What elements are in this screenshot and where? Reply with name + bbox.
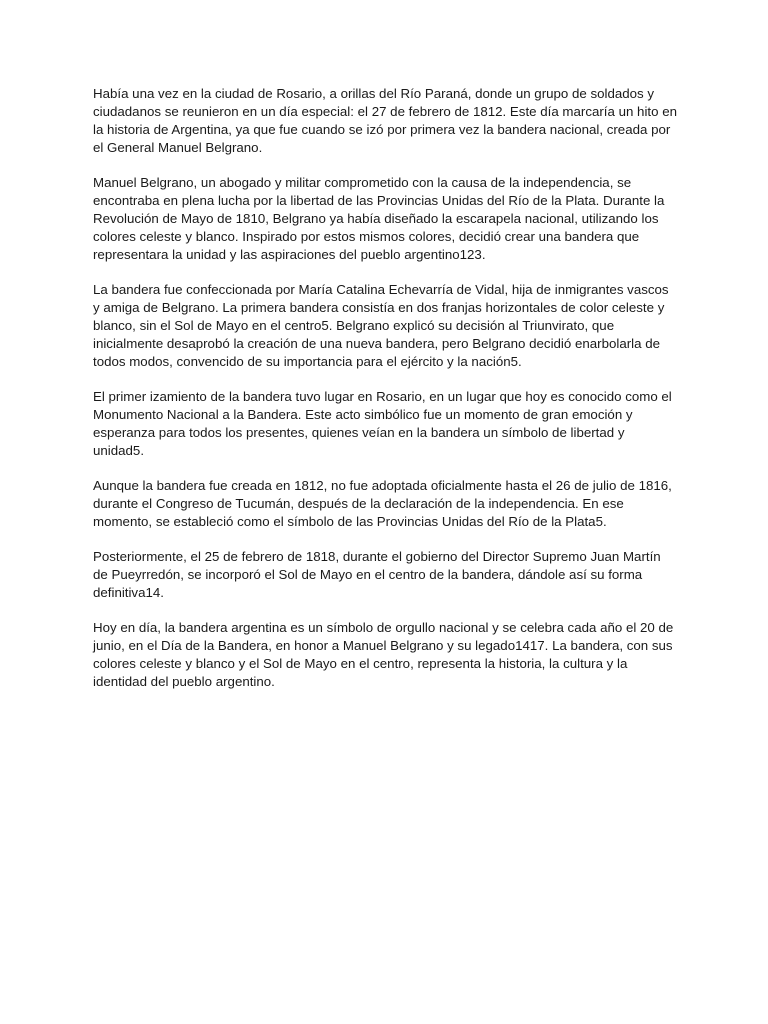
paragraph-7: Hoy en día, la bandera argentina es un símbolo de orgullo nacional y se celebra cada año el 20 de junio, en el Día de la Bandera, en honor a Manuel Belgrano y su legado1417. La bandera, con sus colores celeste y blanco y el Sol de Mayo en el centro, representa la historia, la cultura y la identidad del pueblo argentino. [93,620,674,689]
paragraph-3: La bandera fue confeccionada por María Catalina Echevarría de Vidal, hija de inmigrantes vascos y amiga de Belgrano. La primera bandera consistía en dos franjas horizontales de color celeste y blanco, sin el Sol de Mayo en el centro5. Belgrano explicó su decisión al Triunvirato, que inicialmente desaprobó la creación de una nueva bandera, pero Belgrano decidió enarbolarla de todos modos, convencido de su importancia para el ejército y la nación5. [93,282,669,369]
paragraph-6: Posteriormente, el 25 de febrero de 1818, durante el gobierno del Director Supremo Juan Martín de Pueyrredón, se incorporó el Sol de Mayo en el centro de la bandera, dándole así su forma definitiva14. [93,549,661,600]
paragraph-5: Aunque la bandera fue creada en 1812, no fue adoptada oficialmente hasta el 26 de julio de 1816, durante el Congreso de Tucumán, después de la declaración de la independencia. En ese momento, se estableció como el símbolo de las Provincias Unidas del Río de la Plata5. [93,478,672,529]
document-body [93,85,678,708]
paragraph-4: El primer izamiento de la bandera tuvo lugar en Rosario, en un lugar que hoy es conocido como el Monumento Nacional a la Bandera. Este acto simbólico fue un momento de gran emoción y esperanza para todos los presentes, quienes veían en la bandera un símbolo de libertad y unidad5. [93,389,672,458]
paragraph-2: Manuel Belgrano, un abogado y militar comprometido con la causa de la independencia, se encontraba en plena lucha por la libertad de las Provincias Unidas del Río de la Plata. Durante la Revolución de Mayo de 1810, Belgrano ya había diseñado la escarapela nacional, utilizando los colores celeste y blanco. Inspirado por estos mismos colores, decidió crear una bandera que representara la unidad y las aspiraciones del pueblo argentino123. [93,175,665,262]
paragraph-1: Había una vez en la ciudad de Rosario, a orillas del Río Paraná, donde un grupo de soldados y ciudadanos se reunieron en un día especial: el 27 de febrero de 1812. Este día marcaría un hito en la historia de Argentina, ya que fue cuando se izó por primera vez la bandera nacional, creada por el General Manuel Belgrano. [93,86,677,155]
